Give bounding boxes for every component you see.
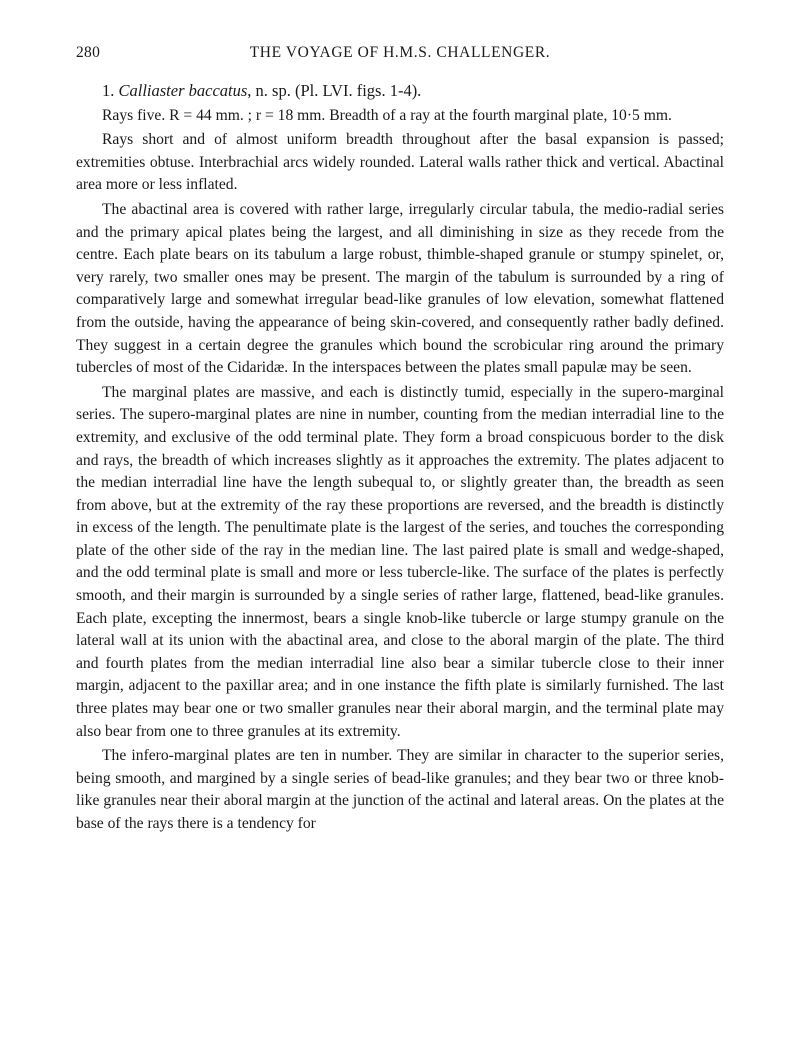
paragraph-infero-marginal: The infero-marginal plates are ten in number. They are similar in character to the superior series, being smooth, and margined by a single series of bead-like granules; and they bear two or three knob-like granules near their aboral margin at the junction of the actinal and lateral areas. On the plates at the base of the rays there is a tendency for <box>76 747 724 832</box>
page-number: 280 <box>76 44 101 61</box>
paragraph-marginal: The marginal plates are massive, and each is distinctly tumid, especially in the supero-marginal series. The supero-marginal plates are nine in number, counting from the median interradial line to the extremity, and exclusive of the odd terminal plate. They form a broad conspicuous border to the disk and rays, the breadth of which increases slightly as it approaches the extremity. The plates adjacent to the median interradial line have the length subequal to, or slightly greater than, the breadth as seen from above, but at the extremity of the ray these proportions are reversed, and the breadth is distinctly in excess of the length. The penultimate plate is the largest of the series, and touches the corresponding plate of the other side of the ray in the median line. The last paired plate is small and wedge-shaped, and the odd terminal plate is small and more or less tubercle-like. The surface of the plates is perfectly smooth, and their margin is surrounded by a single series of rather large, flattened, bead-like granules. Each plate, excepting the innermost, bears a single knob-like tubercle or large stumpy granule on the lateral wall at its union with the abactinal area, and close to the aboral margin of the plate. The third and fourth plates from the median interradial line also bear a similar tubercle close to their inner margin, adjacent to the paxillar area; and in one instance the fifth plate is similarly furnished. The last three plates may bear one or two smaller granules near their aboral margin, and the terminal plate may also bear from one to three granules at its extremity. <box>76 383 724 740</box>
page-header <box>76 44 724 66</box>
paragraph-measurements: Rays five. R = 44 mm. ; r = 18 mm. Breadth of a ray at the fourth marginal plate, 10·5 mm. <box>102 106 672 124</box>
paragraph-rays: Rays short and of almost uniform breadth throughout after the basal expansion is passed; extremities obtuse. Interbrachial arcs widely rounded. Lateral walls rather thick and vertical. Abactinal area more or less inflated. <box>76 131 724 194</box>
paragraph-abactinal: The abactinal area is covered with rather large, irregularly circular tabula, the medio-radial series and the primary apical plates being the largest, and all diminishing in size as they recede from the centre. Each plate bears on its tabulum a large robust, thimble-shaped granule or stumpy spinelet, or, very rarely, two smaller ones may be present. The margin of the tabulum is surrounded by a ring of comparatively large and somewhat irregular bead-like granules of low elevation, somewhat flattened from the outside, having the appearance of being skin-covered, and consequently rather badly defined. They suggest in a certain degree the granules which bound the scrobicular ring around the primary tubercles of most of the Cidaridæ. In the interspaces between the plates small papulæ may be seen. <box>76 200 724 377</box>
species-number: 1. <box>102 81 115 100</box>
species-heading <box>76 80 724 103</box>
running-title: THE VOYAGE OF H.M.S. CHALLENGER. <box>249 44 551 61</box>
body-text <box>76 80 724 838</box>
species-name: Calliaster baccatus <box>118 81 248 100</box>
species-suffix: , n. sp. (Pl. LVI. figs. 1-4). <box>247 81 422 100</box>
